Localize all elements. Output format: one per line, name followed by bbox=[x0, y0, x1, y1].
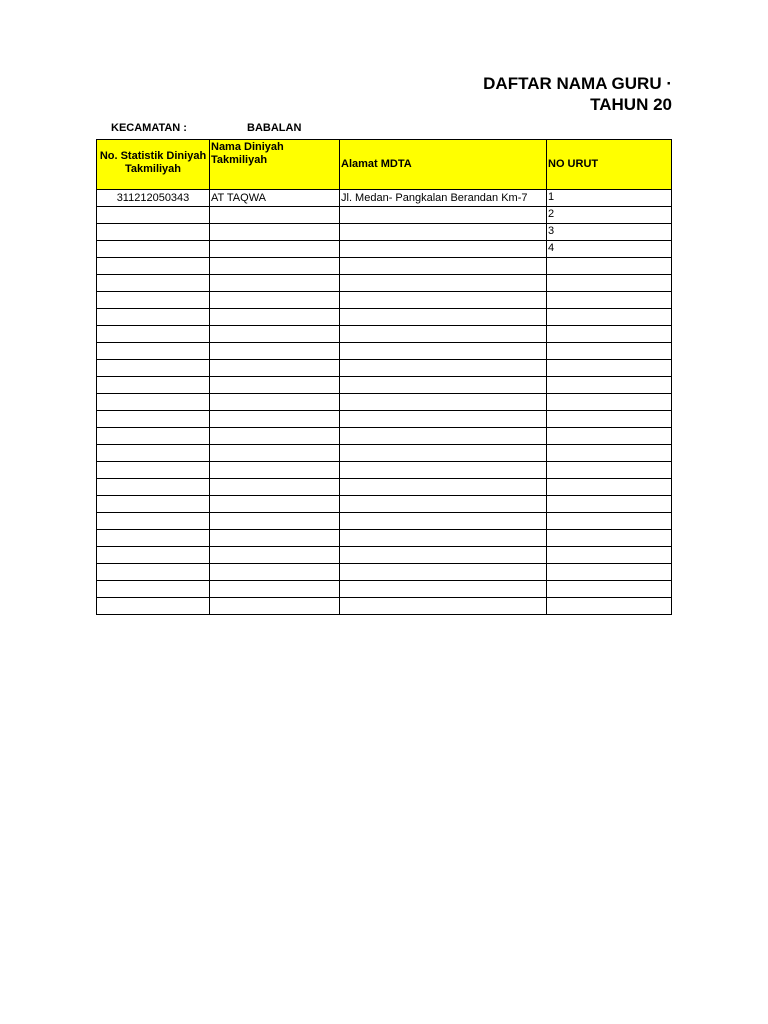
cell-no-statistik bbox=[97, 224, 210, 241]
table-row bbox=[97, 564, 672, 581]
cell-nama-diniyah bbox=[210, 598, 340, 615]
table-row bbox=[97, 190, 672, 207]
cell-no-urut bbox=[547, 377, 672, 394]
document-year: TAHUN 20 bbox=[590, 95, 672, 114]
cell-no-statistik bbox=[97, 394, 210, 411]
table-row bbox=[97, 513, 672, 530]
cell-no-urut bbox=[547, 564, 672, 581]
kecamatan-label: KECAMATAN : bbox=[111, 122, 187, 134]
cell-no-statistik: 311212050343 bbox=[97, 190, 210, 207]
cell-no-statistik bbox=[97, 496, 210, 513]
cell-no-statistik bbox=[97, 428, 210, 445]
cell-no-urut: 2 bbox=[547, 207, 672, 224]
cell-no-urut bbox=[547, 479, 672, 496]
cell-no-urut bbox=[547, 258, 672, 275]
cell-alamat-mdta bbox=[340, 496, 547, 513]
cell-nama-diniyah bbox=[210, 241, 340, 258]
cell-alamat-mdta bbox=[340, 258, 547, 275]
cell-no-statistik bbox=[97, 309, 210, 326]
cell-alamat-mdta bbox=[340, 207, 547, 224]
cell-no-statistik bbox=[97, 207, 210, 224]
cell-no-statistik bbox=[97, 564, 210, 581]
table-row bbox=[97, 207, 672, 224]
cell-nama-diniyah bbox=[210, 530, 340, 547]
cell-alamat-mdta bbox=[340, 224, 547, 241]
cell-alamat-mdta bbox=[340, 581, 547, 598]
cell-alamat-mdta bbox=[340, 394, 547, 411]
cell-alamat-mdta bbox=[340, 530, 547, 547]
document-title: DAFTAR NAMA GURU · bbox=[483, 74, 672, 93]
cell-no-statistik bbox=[97, 411, 210, 428]
cell-no-statistik bbox=[97, 479, 210, 496]
cell-nama-diniyah bbox=[210, 224, 340, 241]
cell-alamat-mdta bbox=[340, 275, 547, 292]
cell-alamat-mdta bbox=[340, 377, 547, 394]
table-row bbox=[97, 581, 672, 598]
table-row bbox=[97, 547, 672, 564]
cell-no-statistik bbox=[97, 377, 210, 394]
cell-nama-diniyah bbox=[210, 513, 340, 530]
cell-nama-diniyah bbox=[210, 564, 340, 581]
cell-alamat-mdta bbox=[340, 343, 547, 360]
cell-no-urut: 3 bbox=[547, 224, 672, 241]
table-row bbox=[97, 275, 672, 292]
table-row bbox=[97, 343, 672, 360]
table-header-row bbox=[97, 140, 672, 190]
cell-nama-diniyah bbox=[210, 462, 340, 479]
cell-no-urut bbox=[547, 309, 672, 326]
cell-no-urut bbox=[547, 547, 672, 564]
cell-no-urut bbox=[547, 411, 672, 428]
table-body bbox=[97, 190, 672, 615]
cell-no-urut bbox=[547, 394, 672, 411]
table-row bbox=[97, 326, 672, 343]
cell-no-statistik bbox=[97, 258, 210, 275]
cell-nama-diniyah bbox=[210, 445, 340, 462]
cell-alamat-mdta bbox=[340, 479, 547, 496]
table-row bbox=[97, 411, 672, 428]
cell-alamat-mdta bbox=[340, 360, 547, 377]
cell-nama-diniyah bbox=[210, 411, 340, 428]
cell-nama-diniyah bbox=[210, 581, 340, 598]
header-nama-diniyah: Nama Diniyah Takmiliyah bbox=[210, 140, 340, 190]
table-row bbox=[97, 360, 672, 377]
cell-no-statistik bbox=[97, 275, 210, 292]
table-row bbox=[97, 530, 672, 547]
cell-alamat-mdta bbox=[340, 598, 547, 615]
cell-no-statistik bbox=[97, 445, 210, 462]
cell-alamat-mdta bbox=[340, 564, 547, 581]
table-row bbox=[97, 377, 672, 394]
table-row bbox=[97, 224, 672, 241]
cell-nama-diniyah bbox=[210, 292, 340, 309]
header-alamat-mdta: Alamat MDTA bbox=[340, 140, 547, 190]
cell-no-statistik bbox=[97, 547, 210, 564]
cell-no-urut bbox=[547, 581, 672, 598]
table-row bbox=[97, 445, 672, 462]
cell-no-statistik bbox=[97, 241, 210, 258]
cell-alamat-mdta bbox=[340, 513, 547, 530]
table-row bbox=[97, 462, 672, 479]
cell-no-urut bbox=[547, 445, 672, 462]
cell-no-statistik bbox=[97, 513, 210, 530]
kecamatan-value: BABALAN bbox=[247, 122, 302, 134]
cell-alamat-mdta bbox=[340, 292, 547, 309]
cell-nama-diniyah bbox=[210, 360, 340, 377]
cell-no-urut bbox=[547, 530, 672, 547]
cell-no-urut bbox=[547, 428, 672, 445]
cell-nama-diniyah bbox=[210, 496, 340, 513]
cell-no-urut bbox=[547, 496, 672, 513]
cell-no-statistik bbox=[97, 581, 210, 598]
header-no-statistik bbox=[97, 140, 210, 190]
cell-alamat-mdta bbox=[340, 428, 547, 445]
cell-no-statistik bbox=[97, 360, 210, 377]
cell-no-urut bbox=[547, 360, 672, 377]
cell-nama-diniyah bbox=[210, 207, 340, 224]
cell-alamat-mdta bbox=[340, 547, 547, 564]
cell-no-statistik bbox=[97, 326, 210, 343]
cell-alamat-mdta bbox=[340, 309, 547, 326]
cell-nama-diniyah bbox=[210, 275, 340, 292]
cell-alamat-mdta bbox=[340, 445, 547, 462]
cell-nama-diniyah bbox=[210, 547, 340, 564]
cell-no-statistik bbox=[97, 462, 210, 479]
cell-nama-diniyah bbox=[210, 343, 340, 360]
table-row bbox=[97, 394, 672, 411]
teacher-table bbox=[96, 139, 672, 615]
cell-no-urut bbox=[547, 275, 672, 292]
cell-nama-diniyah bbox=[210, 258, 340, 275]
cell-no-urut bbox=[547, 598, 672, 615]
cell-nama-diniyah bbox=[210, 479, 340, 496]
table-row bbox=[97, 598, 672, 615]
table-row bbox=[97, 241, 672, 258]
cell-no-urut bbox=[547, 513, 672, 530]
cell-no-urut bbox=[547, 326, 672, 343]
cell-no-statistik bbox=[97, 292, 210, 309]
cell-no-urut: 1 bbox=[547, 190, 672, 207]
cell-alamat-mdta: Jl. Medan- Pangkalan Berandan Km-7 bbox=[340, 190, 547, 207]
cell-nama-diniyah bbox=[210, 377, 340, 394]
cell-no-urut bbox=[547, 292, 672, 309]
header-no-statistik-text: No. Statistik Diniyah Takmiliyah bbox=[99, 149, 207, 175]
cell-alamat-mdta bbox=[340, 326, 547, 343]
cell-nama-diniyah bbox=[210, 394, 340, 411]
cell-no-urut bbox=[547, 343, 672, 360]
table-row bbox=[97, 258, 672, 275]
cell-nama-diniyah: AT TAQWA bbox=[210, 190, 340, 207]
table-row bbox=[97, 479, 672, 496]
cell-no-statistik bbox=[97, 530, 210, 547]
cell-no-statistik bbox=[97, 343, 210, 360]
cell-alamat-mdta bbox=[340, 462, 547, 479]
table-row bbox=[97, 496, 672, 513]
header-no-urut: NO URUT bbox=[547, 140, 672, 190]
cell-no-urut bbox=[547, 462, 672, 479]
table-row bbox=[97, 428, 672, 445]
cell-no-statistik bbox=[97, 598, 210, 615]
table-row bbox=[97, 309, 672, 326]
cell-alamat-mdta bbox=[340, 241, 547, 258]
cell-alamat-mdta bbox=[340, 411, 547, 428]
table-row bbox=[97, 292, 672, 309]
cell-no-urut: 4 bbox=[547, 241, 672, 258]
cell-nama-diniyah bbox=[210, 428, 340, 445]
cell-nama-diniyah bbox=[210, 309, 340, 326]
cell-nama-diniyah bbox=[210, 326, 340, 343]
